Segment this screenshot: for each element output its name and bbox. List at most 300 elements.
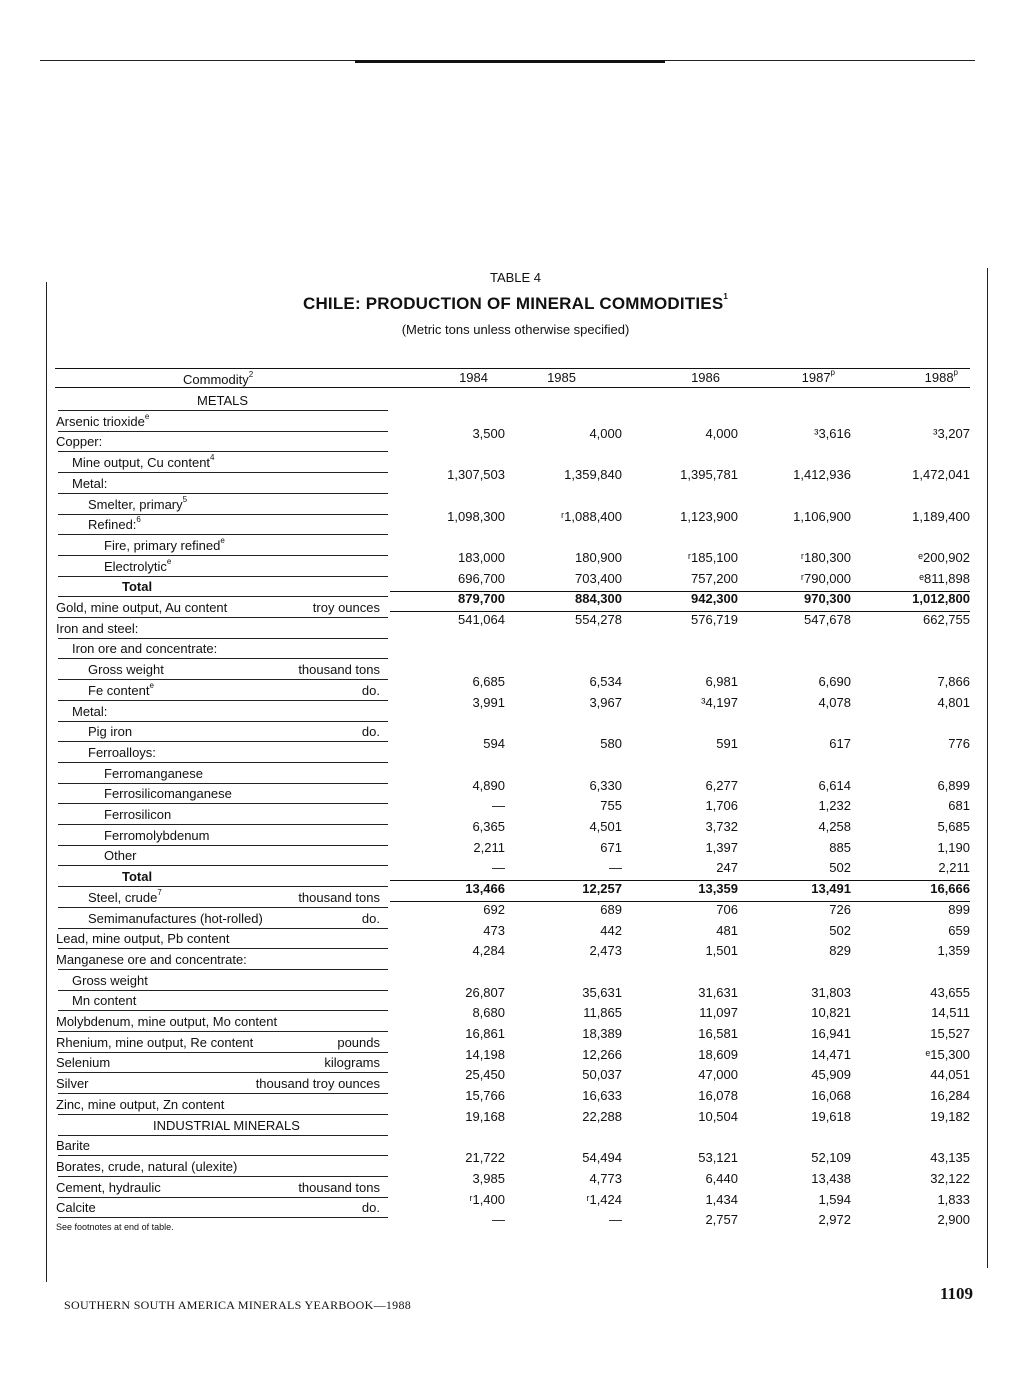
- row-rule: [58, 1010, 388, 1011]
- row-label: [104, 535, 225, 553]
- row-rule: [58, 824, 388, 825]
- cell-value: 26,807: [465, 984, 505, 1000]
- cell-value: 2,211: [938, 860, 970, 876]
- cell-value: 19,168: [465, 1108, 505, 1124]
- cell-value: 16,941: [811, 1026, 851, 1041]
- row-label-text: Total: [122, 869, 153, 885]
- cell-value: 2,757: [705, 1212, 738, 1228]
- cell-value: 1,833: [937, 1191, 970, 1207]
- cell-value: 1,359,840: [564, 467, 622, 483]
- table-row: [0, 393, 1031, 413]
- row-unit: pounds: [337, 1034, 380, 1050]
- table-row: [0, 411, 1031, 441]
- cell-value: 696,700: [458, 570, 505, 586]
- cell-value: 1,412,936: [793, 467, 851, 483]
- cell-value: 1,706: [705, 798, 738, 814]
- row-label: [88, 680, 154, 698]
- row-rule: [58, 1052, 388, 1053]
- cell-value: 5,685: [937, 819, 970, 834]
- row-label-footnote: 4: [210, 453, 215, 463]
- row-rule: [58, 555, 388, 556]
- row-label-text: Gold, mine output, Au content: [56, 600, 228, 615]
- cell-value: 4,078: [818, 694, 851, 710]
- table-row: [0, 972, 1031, 1000]
- row-rule: [58, 700, 388, 701]
- header-year: [858, 370, 958, 385]
- row-rule: [58, 514, 388, 515]
- cell-value: 970,300: [804, 591, 851, 607]
- cell-value: 14,511: [931, 1005, 970, 1021]
- row-rule: [58, 845, 388, 846]
- cell-value: 8,680: [472, 1005, 505, 1021]
- row-label: [56, 1159, 237, 1174]
- table-row: [0, 807, 1031, 834]
- row-label-text: Zinc, mine output, Zn content: [56, 1096, 225, 1112]
- row-label-text: Lead, mine output, Pb content: [56, 931, 230, 947]
- top-rule-accent: [355, 60, 665, 63]
- cell-value: 6,440: [705, 1170, 738, 1186]
- cell-value: 3,991: [472, 694, 505, 710]
- row-label: [72, 993, 136, 1008]
- row-label-text: Molybdenum, mine output, Mo content: [56, 1014, 278, 1029]
- table-row: [0, 786, 1031, 814]
- cell-value: 726: [829, 901, 851, 917]
- cell-value: 13,359: [698, 881, 738, 897]
- row-rule: [58, 1072, 388, 1073]
- cell-value: 3,985: [472, 1170, 505, 1186]
- header-commodity-sup: 2: [248, 370, 254, 379]
- table-title: [0, 294, 1031, 314]
- row-label: [104, 848, 137, 863]
- header-year: [735, 370, 835, 385]
- row-label: [104, 828, 210, 843]
- cell-value: 35,631: [582, 984, 622, 1000]
- row-label: [56, 952, 247, 967]
- row-label-text: Metal:: [72, 703, 108, 719]
- row-rule: [58, 576, 388, 577]
- cell-value: 22,288: [582, 1108, 622, 1124]
- row-label: [72, 704, 107, 719]
- cell-value: 16,078: [698, 1088, 738, 1104]
- row-rule: [58, 1197, 388, 1198]
- row-rule: [58, 1217, 388, 1218]
- table-row: [0, 1055, 1031, 1083]
- cell-value: —: [609, 860, 622, 876]
- cell-value: 44,051: [930, 1067, 970, 1083]
- cell-value: 1,395,781: [680, 467, 738, 483]
- cell-value: ᵉ200,902: [918, 549, 970, 565]
- cell-value: 681: [948, 798, 970, 814]
- cell-value: 885: [829, 839, 851, 855]
- row-label-text: Ferromolybdenum: [104, 827, 210, 843]
- row-label-text: Ferrosilicomanganese: [104, 786, 232, 802]
- cell-value: 541,064: [458, 612, 505, 627]
- table-row: [0, 848, 1031, 876]
- table-title-text: CHILE: PRODUCTION OF MINERAL COMMODITIES: [302, 294, 724, 313]
- cell-value: 755: [600, 798, 622, 814]
- row-rule: [58, 1176, 388, 1177]
- table-row: [0, 1118, 1031, 1138]
- row-rule: [58, 948, 388, 949]
- table-row: [0, 600, 1031, 627]
- cell-value: 183,000: [458, 549, 505, 565]
- cell-value: 776: [948, 736, 970, 752]
- row-label-text: Ferromanganese: [104, 765, 203, 781]
- row-label: [88, 724, 132, 739]
- row-label-text: Rhenium, mine output, Re content: [56, 1034, 254, 1050]
- table-row: [0, 993, 1031, 1021]
- cell-value: 2,473: [589, 943, 622, 959]
- cell-value: 6,277: [705, 777, 738, 793]
- row-label-text: Calcite: [56, 1200, 96, 1216]
- row-label-text: Copper:: [56, 434, 103, 450]
- table-row: [0, 434, 1031, 454]
- row-label: [72, 455, 214, 470]
- cell-value: ʳ790,000: [800, 570, 851, 586]
- year-sup: p: [953, 368, 958, 377]
- table-row: [0, 621, 1031, 641]
- row-unit: kilograms: [324, 1055, 380, 1071]
- row-rule: [58, 865, 388, 866]
- cell-value: 3,500: [472, 425, 505, 441]
- cell-value: ʳ1,424: [586, 1191, 622, 1207]
- cell-value: 13,466: [465, 881, 505, 897]
- cell-value: 4,284: [472, 943, 505, 959]
- cell-value: ʳ1,400: [469, 1191, 505, 1207]
- cell-value: 884,300: [575, 591, 622, 607]
- cell-value: 32,122: [930, 1170, 970, 1186]
- cell-value: 617: [829, 736, 851, 752]
- header-year: [620, 370, 720, 385]
- row-label-footnote: e: [149, 680, 154, 690]
- cell-value: 6,614: [818, 777, 851, 793]
- cell-value: 580: [600, 736, 622, 752]
- row-label-text: INDUSTRIAL MINERALS: [153, 1117, 300, 1133]
- cell-value: 1,189,400: [912, 508, 970, 524]
- row-label: [104, 766, 203, 781]
- row-label-text: Iron ore and concentrate:: [72, 641, 218, 657]
- cell-value: 12,257: [582, 881, 622, 897]
- row-label-text: Borates, crude, natural (ulexite): [56, 1158, 238, 1174]
- row-label: [72, 476, 107, 491]
- row-unit: thousand tons: [298, 662, 380, 678]
- row-rule: [58, 679, 388, 680]
- cell-value: 4,000: [589, 425, 622, 441]
- cell-value: 11,097: [699, 1005, 738, 1021]
- row-rule: [58, 596, 388, 597]
- year-label: 1987: [801, 370, 831, 385]
- cell-value: 4,258: [818, 819, 851, 834]
- row-label: [197, 393, 248, 408]
- cell-value: 2,972: [818, 1212, 851, 1228]
- table-row: [0, 579, 1031, 607]
- header-commodity-label: Commodity: [183, 372, 249, 387]
- row-label: [153, 1118, 300, 1133]
- cell-value: 6,330: [589, 777, 622, 793]
- cell-value: 15,527: [930, 1026, 970, 1041]
- row-rule: [58, 1114, 388, 1115]
- row-unit: do.: [361, 682, 380, 698]
- cell-value: 247: [716, 860, 738, 876]
- cell-value: 2,211: [473, 839, 505, 855]
- cell-value: 6,365: [472, 819, 505, 834]
- table-row: [0, 1034, 1031, 1062]
- cell-value: 594: [483, 736, 505, 752]
- cell-value: 43,135: [930, 1150, 970, 1166]
- cell-value: 757,200: [691, 570, 738, 586]
- cell-value: 13,491: [811, 881, 851, 897]
- row-label-text: Mine output, Cu content: [72, 455, 211, 471]
- cell-value: 50,037: [582, 1067, 622, 1083]
- cell-value: —: [609, 1212, 622, 1228]
- cell-value: 1,012,800: [912, 591, 970, 607]
- cell-value: —: [492, 1212, 505, 1228]
- cell-value: 1,594: [818, 1191, 851, 1207]
- cell-value: 14,198: [465, 1046, 505, 1062]
- row-label: [56, 621, 138, 636]
- cell-value: ʳ1,088,400: [561, 508, 622, 524]
- cell-value: 659: [948, 922, 970, 938]
- cell-value: 703,400: [575, 570, 622, 586]
- table-row: [0, 1014, 1031, 1041]
- cell-value: ᵉ15,300: [925, 1046, 970, 1062]
- row-unit: do.: [361, 910, 380, 926]
- row-rule: [58, 721, 388, 722]
- header-commodity: [183, 372, 253, 387]
- cell-value: 13,438: [811, 1170, 851, 1186]
- cell-value: ᵉ811,898: [919, 570, 970, 586]
- row-label: [56, 1076, 89, 1091]
- row-label-text: Fe content: [88, 682, 150, 698]
- row-label-text: Electrolytic: [104, 558, 167, 574]
- table-row: [0, 517, 1031, 537]
- row-label: [88, 745, 156, 760]
- cell-value: 45,909: [811, 1067, 851, 1083]
- row-label-text: Mn content: [72, 993, 137, 1009]
- footnote: See footnotes at end of table.: [56, 1222, 174, 1232]
- table-row: [0, 476, 1031, 496]
- cell-value: ʳ185,100: [687, 549, 738, 565]
- row-label: [122, 579, 152, 594]
- cell-value: 942,300: [691, 591, 738, 607]
- row-rule: [58, 1155, 388, 1156]
- header-year: [388, 370, 488, 385]
- row-label-footnote: 7: [157, 887, 162, 897]
- table-row: [0, 704, 1031, 724]
- row-label: [56, 1014, 277, 1029]
- row-label-text: METALS: [197, 393, 249, 408]
- row-rule: [58, 431, 388, 432]
- cell-value: 692: [483, 901, 505, 917]
- row-rule: [58, 762, 388, 763]
- table-row: [0, 641, 1031, 661]
- cell-value: 473: [483, 922, 505, 938]
- row-rule: [58, 803, 388, 804]
- row-label: [56, 1180, 161, 1195]
- cell-value: 19,182: [930, 1108, 970, 1124]
- row-label: [104, 807, 171, 822]
- cell-value: 15,766: [465, 1088, 505, 1104]
- row-rule: [58, 928, 388, 929]
- row-label-text: Smelter, primary: [88, 496, 183, 512]
- cell-value: 1,472,041: [912, 467, 970, 483]
- cell-value: 4,501: [589, 819, 622, 834]
- row-label-text: Cement, hydraulic: [56, 1179, 161, 1195]
- cell-value: 16,861: [465, 1026, 505, 1041]
- row-label-text: Ferrosilicon: [104, 807, 172, 822]
- row-label-footnote: 6: [136, 515, 141, 525]
- cell-value: 10,504: [698, 1108, 738, 1124]
- cell-value: 6,899: [937, 777, 970, 793]
- row-label-text: Pig iron: [88, 724, 133, 740]
- row-label: [56, 931, 229, 946]
- footer-page-number: 1109: [940, 1284, 974, 1303]
- row-label: [56, 434, 102, 449]
- row-rule: [58, 1031, 388, 1032]
- row-label-text: Steel, crude: [88, 889, 158, 905]
- row-label: [72, 973, 148, 988]
- row-label: [56, 1138, 90, 1153]
- row-label: [56, 1200, 96, 1215]
- cell-value: ³3,207: [933, 425, 970, 441]
- row-label-text: Arsenic trioxide: [56, 413, 145, 429]
- row-label-text: Refined:: [88, 517, 137, 533]
- cell-value: 706: [716, 901, 738, 917]
- cell-value: 671: [600, 839, 622, 855]
- cell-value: 14,471: [811, 1046, 851, 1062]
- cell-value: 899: [948, 901, 970, 917]
- cell-value: 16,633: [582, 1088, 622, 1104]
- cell-value: 547,678: [804, 612, 851, 627]
- cell-value: 16,284: [930, 1088, 970, 1104]
- cell-value: 1,397: [705, 839, 738, 855]
- row-label-text: Selenium: [56, 1055, 111, 1071]
- cell-value: 19,618: [811, 1108, 851, 1124]
- row-unit: troy ounces: [312, 600, 380, 615]
- cell-value: 502: [829, 922, 851, 938]
- cell-value: 576,719: [691, 612, 738, 627]
- cell-value: 1,232: [818, 798, 851, 814]
- row-rule: [58, 783, 388, 784]
- table-row: [0, 535, 1031, 565]
- row-label: [56, 1055, 110, 1070]
- row-rule: [58, 1135, 388, 1136]
- row-label: [88, 662, 164, 677]
- row-rule: [58, 1093, 388, 1094]
- cell-value: 591: [716, 736, 738, 752]
- row-rule: [58, 410, 388, 411]
- table-row: [0, 494, 1031, 524]
- row-label-text: Manganese ore and concentrate:: [56, 951, 247, 967]
- header-year: [476, 370, 576, 385]
- table-number: TABLE 4: [489, 270, 542, 285]
- cell-value: 16,581: [698, 1026, 738, 1041]
- row-rule: [58, 658, 388, 659]
- row-label: [88, 887, 162, 905]
- cell-value: 1,190: [937, 839, 970, 855]
- table-row: [0, 745, 1031, 765]
- cell-value: 829: [829, 943, 851, 959]
- cell-value: ³3,616: [814, 425, 851, 441]
- row-label: [104, 556, 172, 574]
- row-unit: do.: [361, 724, 380, 740]
- cell-value: 4,000: [705, 425, 738, 441]
- row-label-text: Barite: [56, 1138, 90, 1154]
- cell-value: 12,266: [582, 1046, 622, 1062]
- table-row: [0, 910, 1031, 938]
- year-label: 1988: [924, 370, 954, 385]
- row-rule: [58, 969, 388, 970]
- cell-value: 6,690: [818, 674, 851, 690]
- row-label-footnote: e: [166, 556, 172, 566]
- row-label-text: Other: [104, 848, 137, 864]
- cell-value: 689: [600, 901, 622, 917]
- row-label: [104, 786, 232, 801]
- cell-value: 16,666: [930, 881, 970, 897]
- year-label: 1984: [459, 370, 488, 385]
- row-label-text: Semimanufactures (hot-rolled): [88, 910, 263, 926]
- cell-value: 502: [829, 860, 851, 876]
- cell-value: 442: [600, 922, 622, 938]
- row-label: [72, 641, 217, 656]
- cell-value: 53,121: [698, 1150, 738, 1166]
- table-row: [0, 1179, 1031, 1207]
- row-rule: [58, 990, 388, 991]
- cell-value: 10,821: [811, 1005, 851, 1021]
- cell-value: 3,732: [705, 819, 738, 834]
- header-rule-bottom: [55, 387, 970, 388]
- row-rule: [58, 451, 388, 452]
- cell-value: 18,609: [698, 1046, 738, 1062]
- row-label-text: Ferroalloys:: [88, 744, 156, 760]
- cell-value: 662,755: [923, 612, 970, 627]
- cell-value: 481: [716, 922, 738, 938]
- cell-value: 52,109: [811, 1150, 851, 1166]
- cell-value: 4,773: [589, 1170, 622, 1186]
- cell-value: 21,722: [465, 1150, 505, 1166]
- cell-value: 4,890: [472, 777, 505, 793]
- cell-value: 1,434: [705, 1191, 738, 1207]
- row-rule: [58, 472, 388, 473]
- row-rule: [58, 907, 388, 908]
- table-row: [0, 827, 1031, 855]
- row-unit: thousand tons: [298, 1179, 380, 1195]
- row-unit: thousand tons: [298, 889, 380, 905]
- cell-value: 47,000: [698, 1067, 738, 1083]
- year-label: 1986: [691, 370, 720, 385]
- cell-value: 180,900: [575, 549, 622, 565]
- row-label-text: Total: [122, 579, 153, 595]
- row-unit: thousand troy ounces: [255, 1076, 380, 1092]
- cell-value: 31,631: [698, 984, 738, 1000]
- row-label-footnote: 5: [182, 494, 188, 504]
- row-rule: [58, 617, 388, 618]
- cell-value: 1,098,300: [447, 508, 505, 524]
- cell-value: 18,389: [582, 1026, 622, 1041]
- row-label: [56, 411, 150, 429]
- row-label-text: Metal:: [72, 475, 108, 491]
- cell-value: 2,900: [937, 1212, 970, 1228]
- row-label-text: Gross weight: [72, 972, 148, 988]
- table-subtitle: (Metric tons unless otherwise specified): [401, 322, 630, 337]
- cell-value: 6,685: [472, 674, 505, 690]
- table-row: [0, 765, 1031, 793]
- cell-value: 6,534: [589, 674, 622, 690]
- cell-value: 1,501: [705, 943, 738, 959]
- cell-value: 43,655: [930, 984, 970, 1000]
- cell-value: 6,981: [705, 674, 738, 690]
- cell-value: 554,278: [575, 612, 622, 627]
